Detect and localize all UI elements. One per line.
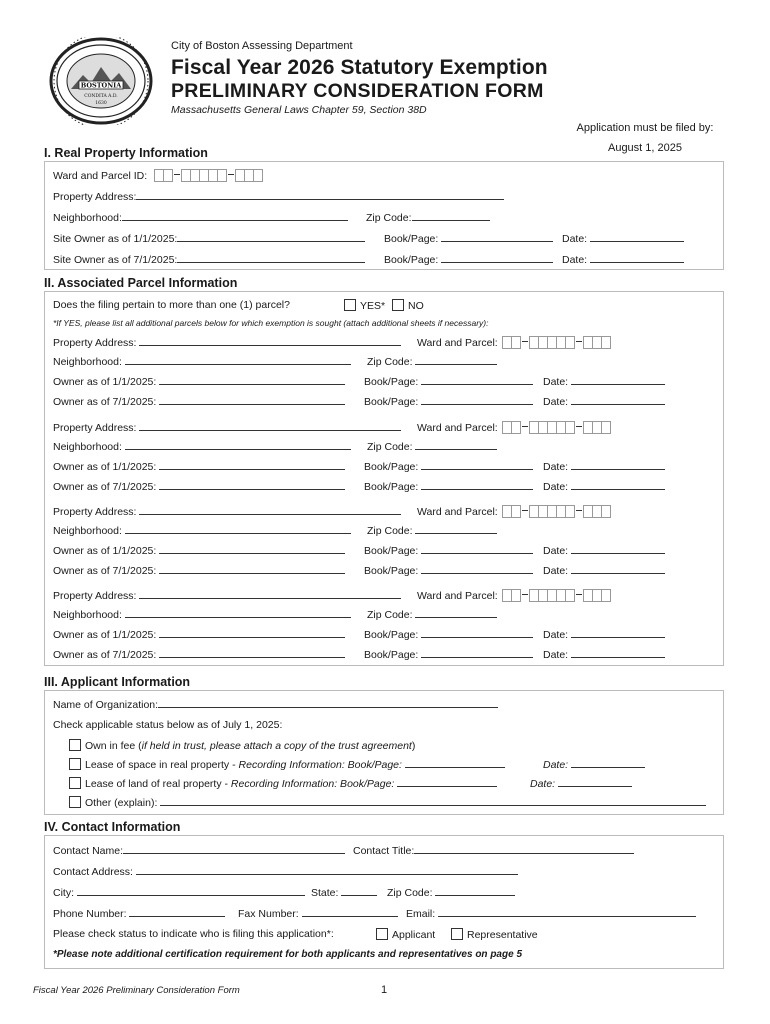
parcel-owner-jan-field[interactable]: Owner as of 1/1/2025: — [53, 460, 345, 473]
parcel-book-page-field[interactable]: Book/Page: — [364, 460, 533, 473]
book-page-field[interactable]: Book/Page: — [384, 232, 553, 245]
state-field[interactable]: State: — [311, 886, 377, 899]
parcel-book-page-field[interactable]: Book/Page: — [364, 648, 533, 661]
organization-field[interactable]: Name of Organization: — [53, 698, 498, 711]
contact-zip-field[interactable]: Zip Code: — [387, 886, 515, 899]
section-1-title: I. Real Property Information — [44, 146, 208, 160]
svg-text:CONDITA A.D.: CONDITA A.D. — [84, 94, 118, 99]
footer-form-name: Fiscal Year 2026 Preliminary Consideration Form — [33, 985, 240, 996]
parcel-date-field[interactable]: Date: — [543, 628, 665, 641]
section-1-box — [44, 161, 724, 270]
parcel-neighborhood-field[interactable]: Neighborhood: — [53, 355, 351, 368]
city-field[interactable]: City: — [53, 886, 305, 899]
zip-field[interactable]: Zip Code: — [366, 211, 490, 224]
parcel-owner-jan-field[interactable]: Owner as of 1/1/2025: — [53, 628, 345, 641]
section-2-box — [44, 291, 724, 666]
status-instruction: Check applicable status below as of July 1, 2025: — [53, 719, 283, 731]
parcel-neighborhood-field[interactable]: Neighborhood: — [53, 440, 351, 453]
ward-parcel-field[interactable]: Ward and Parcel ID: — [53, 169, 263, 182]
multiple-parcel-question: Does the filing pertain to more than one (1) parcel? — [53, 299, 290, 311]
parcel-owner-jul-field[interactable]: Owner as of 7/1/2025: — [53, 564, 345, 577]
law-reference: Massachusetts General Laws Chapter 59, Section 38D — [171, 104, 427, 116]
site-owner-jul-field[interactable]: Site Owner as of 7/1/2025: — [53, 253, 365, 266]
fax-field[interactable]: Fax Number: — [238, 907, 398, 920]
contact-address-field[interactable]: Contact Address: — [53, 865, 518, 878]
page-number: 1 — [381, 984, 388, 996]
parcel-neighborhood-field[interactable]: Neighborhood: — [53, 608, 351, 621]
parcel-neighborhood-field[interactable]: Neighborhood: — [53, 524, 351, 537]
parcel-address-field[interactable]: Property Address: — [53, 505, 401, 518]
section-4-title: IV. Contact Information — [44, 820, 181, 834]
parcel-zip-field[interactable]: Zip Code: — [367, 440, 497, 453]
parcel-note: *If YES, please list all additional parcels below for which exemption is sought (attach additional sheets if necessary): — [53, 318, 489, 328]
parcel-zip-field[interactable]: Zip Code: — [367, 524, 497, 537]
parcel-owner-jan-field[interactable]: Owner as of 1/1/2025: — [53, 544, 345, 557]
parcel-owner-jul-field[interactable]: Owner as of 7/1/2025: — [53, 480, 345, 493]
section-3-box — [44, 690, 724, 815]
parcel-book-page-field[interactable]: Book/Page: — [364, 628, 533, 641]
parcel-book-page-field[interactable]: Book/Page: — [364, 375, 533, 388]
parcel-book-page-field[interactable]: Book/Page: — [364, 395, 533, 408]
parcel-owner-jul-field[interactable]: Owner as of 7/1/2025: — [53, 395, 345, 408]
lease-space-date[interactable]: Date: — [543, 758, 645, 771]
parcel-ward-field[interactable]: Ward and Parcel: — [417, 589, 611, 602]
parcel-date-field[interactable]: Date: — [543, 460, 665, 473]
contact-title-field[interactable]: Contact Title: — [353, 844, 634, 857]
parcel-book-page-field[interactable]: Book/Page: — [364, 480, 533, 493]
parcel-book-page-field[interactable]: Book/Page: — [364, 564, 533, 577]
parcel-book-page-field[interactable]: Book/Page: — [364, 544, 533, 557]
city-seal-logo — [49, 37, 153, 125]
own-in-fee-checkbox[interactable]: Own in fee (if held in trust, please attach a copy of the trust agreement) — [69, 739, 415, 752]
parcel-address-field[interactable]: Property Address: — [53, 421, 401, 434]
no-checkbox[interactable]: NO — [392, 299, 424, 312]
parcel-zip-field[interactable]: Zip Code: — [367, 355, 497, 368]
parcel-date-field[interactable]: Date: — [543, 544, 665, 557]
parcel-owner-jan-field[interactable]: Owner as of 1/1/2025: — [53, 375, 345, 388]
email-field[interactable]: Email: — [406, 907, 696, 920]
book-page-field[interactable]: Book/Page: — [384, 253, 553, 266]
site-owner-jan-field[interactable]: Site Owner as of 1/1/2025: — [53, 232, 365, 245]
representative-checkbox[interactable]: Representative — [451, 928, 538, 941]
lease-land-date[interactable]: Date: — [530, 777, 632, 790]
lease-space-checkbox[interactable]: Lease of space in real property - Recording Information: Book/Page: — [69, 758, 505, 771]
section-3-title: III. Applicant Information — [44, 675, 191, 689]
form-subtitle: PRELIMINARY CONSIDERATION FORM — [171, 80, 544, 102]
parcel-date-field[interactable]: Date: — [543, 480, 665, 493]
parcel-owner-jul-field[interactable]: Owner as of 7/1/2025: — [53, 648, 345, 661]
property-address-field[interactable]: Property Address: — [53, 190, 504, 203]
parcel-zip-field[interactable]: Zip Code: — [367, 608, 497, 621]
certification-note: *Please note additional certification requirement for both applicants and representatives on page 5 — [53, 949, 522, 960]
filing-deadline: Application must be filed by: August 1, 2025 — [576, 122, 714, 154]
lease-land-checkbox[interactable]: Lease of land of real property - Recording Information: Book/Page: — [69, 777, 497, 790]
yes-checkbox[interactable]: YES* — [344, 299, 385, 312]
parcel-address-field[interactable]: Property Address: — [53, 589, 401, 602]
svg-text:BOSTONIA: BOSTONIA — [80, 81, 122, 90]
parcel-ward-field[interactable]: Ward and Parcel: — [417, 421, 611, 434]
parcel-address-field[interactable]: Property Address: — [53, 336, 401, 349]
section-2-title: II. Associated Parcel Information — [44, 276, 238, 290]
phone-field[interactable]: Phone Number: — [53, 907, 225, 920]
parcel-date-field[interactable]: Date: — [543, 564, 665, 577]
date-field[interactable]: Date: — [562, 253, 684, 266]
form-title: Fiscal Year 2026 Statutory Exemption — [171, 56, 548, 79]
filing-status-question: Please check status to indicate who is filing this application*: — [53, 928, 334, 940]
contact-name-field[interactable]: Contact Name: — [53, 844, 345, 857]
other-checkbox[interactable]: Other (explain): — [69, 796, 706, 809]
applicant-checkbox[interactable]: Applicant — [376, 928, 435, 941]
parcel-date-field[interactable]: Date: — [543, 375, 665, 388]
parcel-ward-field[interactable]: Ward and Parcel: — [417, 336, 611, 349]
date-field[interactable]: Date: — [562, 232, 684, 245]
parcel-date-field[interactable]: Date: — [543, 395, 665, 408]
svg-text:1630: 1630 — [95, 101, 107, 106]
department-name: City of Boston Assessing Department — [171, 40, 353, 52]
parcel-date-field[interactable]: Date: — [543, 648, 665, 661]
parcel-ward-field[interactable]: Ward and Parcel: — [417, 505, 611, 518]
section-4-box — [44, 835, 724, 969]
neighborhood-field[interactable]: Neighborhood: — [53, 211, 348, 224]
